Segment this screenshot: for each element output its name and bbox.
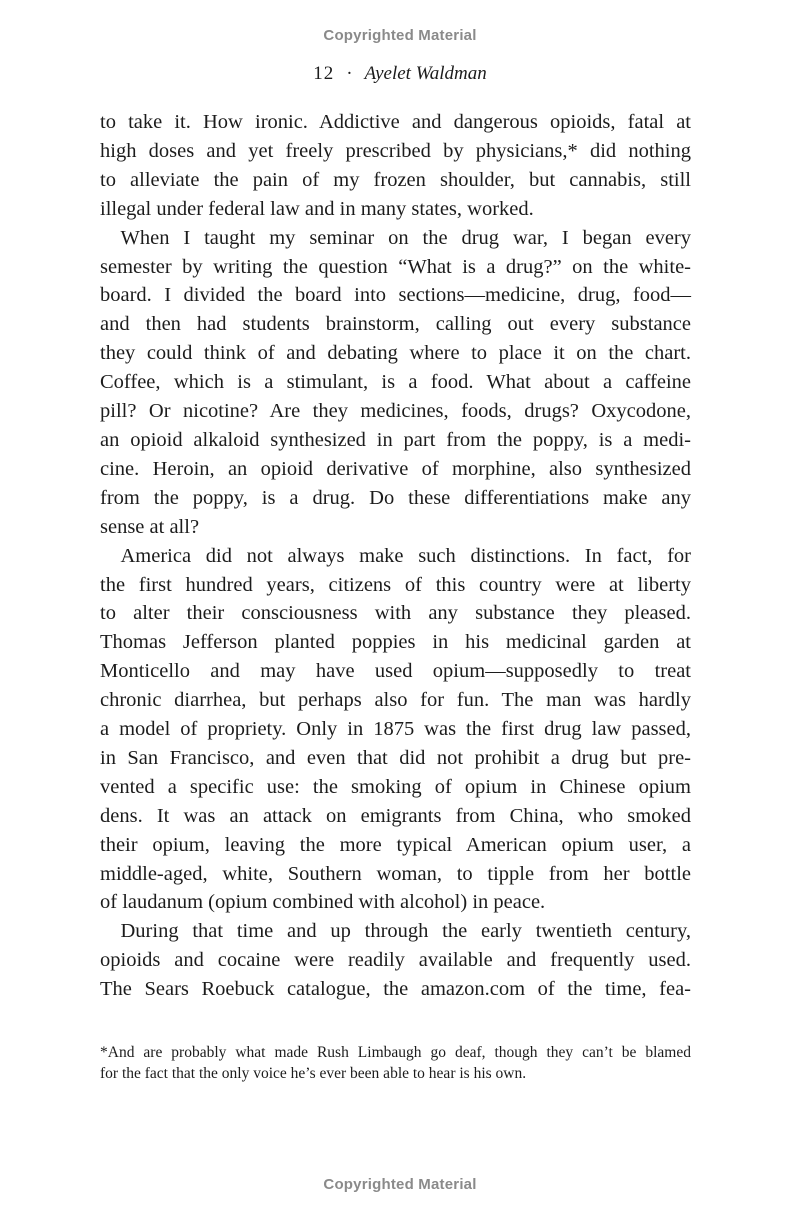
header-separator: · [346,63,353,84]
text-line: Thomas Jefferson planted poppies in his medicinal garden at [100,631,691,654]
text-line: chronic diarrhea, but perhaps also for fun. The man was hardly [100,689,691,712]
text-line: When I taught my seminar on the drug war, I began every [100,226,691,249]
text-line: vented a specific use: the smoking of opium in Chinese opium [100,775,691,798]
copyright-watermark-bottom: Copyrighted Material [323,1176,477,1193]
text-line: illegal under federal law and in many states, worked. [100,197,534,220]
footnote [100,1042,691,1084]
text-line: of laudanum (opium combined with alcohol) in peace. [100,891,546,914]
text-line: Coffee, which is a stimulant, is a food. What about a caffeine [100,371,691,394]
text-line: they could think of and debating where to place it on the chart. [100,342,691,365]
running-head [0,63,800,85]
text-line: and then had students brainstorm, calling out every substance [100,313,691,336]
text-line: in San Francisco, and even that did not prohibit a drug but pre- [100,746,691,769]
text-line: sense at all? [100,515,200,538]
text-line: middle-aged, white, Southern woman, to tipple from her bottle [100,862,691,885]
page-number: 12 [313,63,335,84]
text-line: board. I divided the board into sections—medicine, drug, food— [100,284,691,307]
text-line: The Sears Roebuck catalogue, the amazon.com of the time, fea- [100,978,691,1001]
text-line: Monticello and may have used opium—supposedly to treat [100,660,691,683]
text-line: the first hundred years, citizens of this country were at liberty [100,573,691,596]
text-line: an opioid alkaloid synthesized in part from the poppy, is a medi- [100,428,691,451]
text-line: cine. Heroin, an opioid derivative of morphine, also synthesized [100,457,691,480]
text-line: high doses and yet freely prescribed by physicians,* did nothing [100,139,691,162]
text-line: semester by writing the question “What is a drug?” on the white- [100,255,691,278]
text-line: a model of propriety. Only in 1875 was the first drug law passed, [100,718,691,741]
text-line: America did not always make such distinctions. In fact, for [100,544,691,567]
text-line: their opium, leaving the more typical American opium user, a [100,833,691,856]
author-name: Ayelet Waldman [364,63,487,84]
text-line: to take it. How ironic. Addictive and dangerous opioids, fatal at [100,111,691,133]
text-line: pill? Or nicotine? Are they medicines, foods, drugs? Oxycodone, [100,400,691,423]
text-line: During that time and up through the early twentieth century, [100,920,691,943]
body-text [100,108,691,1004]
text-line: opioids and cocaine were readily available and frequently used. [100,949,691,972]
text-line: to alter their consciousness with any substance they pleased. [100,602,691,625]
text-line: to alleviate the pain of my frozen shoulder, but cannabis, still [100,168,691,191]
copyright-watermark-top: Copyrighted Material [323,27,477,44]
text-line: dens. It was an attack on emigrants from China, who smoked [100,804,691,827]
footnote-line: *And are probably what made Rush Limbaugh go deaf, though they can’t be blamed [100,1044,691,1061]
text-line: from the poppy, is a drug. Do these differentiations make any [100,486,691,509]
footnote-line: for the fact that the only voice he’s ever been able to hear is his own. [100,1065,527,1082]
